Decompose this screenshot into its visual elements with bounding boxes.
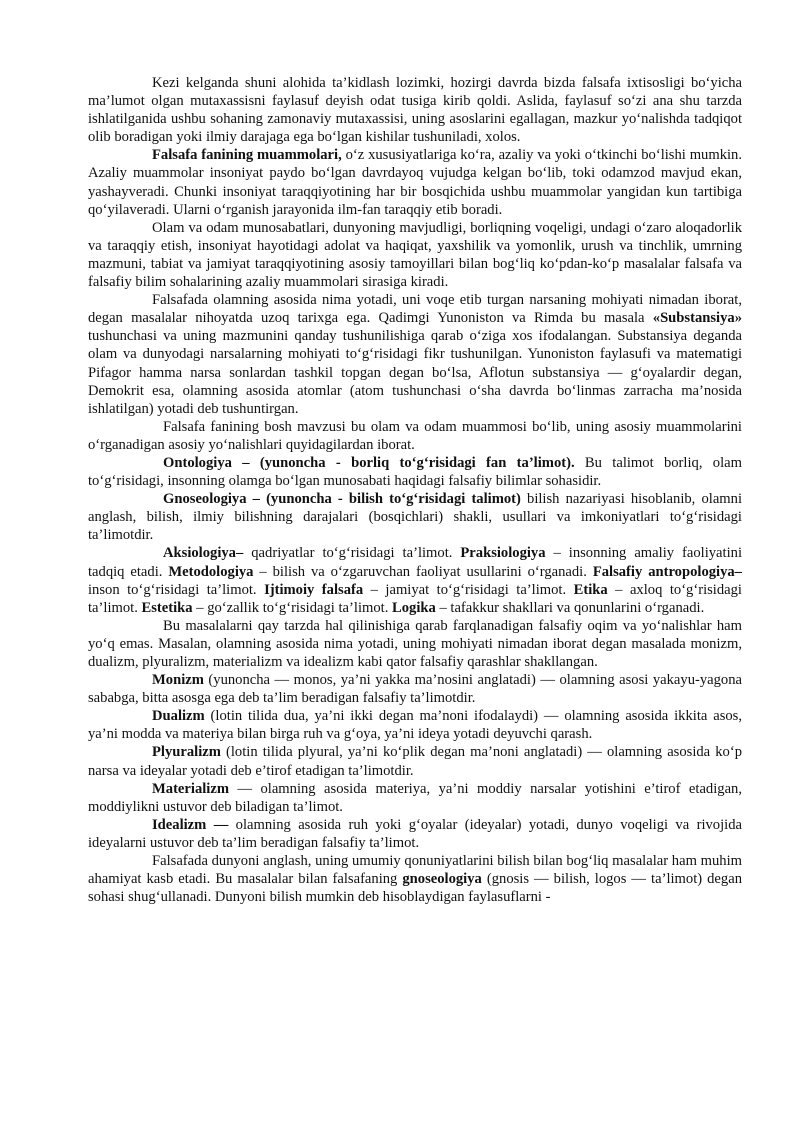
paragraph bbox=[88, 544, 742, 616]
bold-term: Gnoseologiya – (yunoncha - bilish to‘g‘risidagi talimot) bbox=[163, 491, 521, 508]
text-run: (gnosis — bilish, logos — ta’limot) degan sohasi shug‘ullanadi. Dunyoni bilish mumkin deb hisoblaydigan faylasuflarni - bbox=[88, 871, 742, 906]
paragraph bbox=[88, 490, 742, 544]
text-run: – jamiyat to‘g‘risidagi ta’limot. bbox=[363, 581, 574, 598]
text-run: o‘z xususiyatlariga ko‘ra, azaliy va yoki o‘tkinchi bo‘lishi mumkin. Azaliy muammolar insoniyat paydo bo‘lgan davrdayoq vujudga kelgan bo‘lib, toki odamzod mavjud ekan, yashayveradi. Chunki insoniyat taraqqiyotining har bir bosqichida ushbu muammolar yangidan kun tartibiga qo‘yilaveradi. Ularni o‘rganish jarayonida ilm-fan taraqqiy etib boradi. bbox=[88, 147, 742, 218]
text-run: (lotin tilida dua, ya’ni ikki degan ma’noni ifodalaydi) — olamning asosida ikkita asos, ya’ni modda va materiya bilan birga ruh va g‘oya, ya’ni ideya yotadi deyuvchi qarash. bbox=[88, 708, 742, 743]
paragraph bbox=[88, 418, 742, 454]
text-run: — olamning asosida materiya, ya’ni moddiy narsalar yotishini e’tirof etadigan, moddiylikni ustuvor deb biladigan ta’limot. bbox=[88, 780, 742, 815]
paragraph bbox=[88, 291, 742, 418]
bold-term: Falsafa fanining muammolari, bbox=[152, 147, 342, 164]
text-run: qadriyatlar to‘g‘risidagi ta’limot. bbox=[243, 545, 461, 562]
text-run: Bu masalalarni qay tarzda hal qilinishiga qarab farqlanadigan falsafiy oqim va yo‘nalishlar ham yo‘q emas. Masalan, olamning asosida nima yotadi, uning mohiyati nimadan iborat degan masalada monizm, dualizm, plyuralizm, materializm va idealizm kabi qator falsafiy qarashlar shakllangan. bbox=[88, 617, 742, 670]
paragraph bbox=[88, 454, 742, 490]
bold-term: Estetika bbox=[141, 599, 193, 616]
text-run: inson to‘g‘risidagi ta’limot. bbox=[88, 581, 265, 598]
bold-term: Metodologiya bbox=[168, 563, 254, 580]
paragraph bbox=[88, 816, 742, 852]
bold-term: Materializm bbox=[152, 780, 229, 797]
bold-term: Falsafiy antropologiya– bbox=[592, 563, 742, 580]
text-run: Falsafada olamning asosida nima yotadi, uni voqe etib turgan narsaning mohiyati nimadan iborat, degan masalalar nihoyatda uzoq tarixga ega. Qadimgi Yunoniston va Rimda bu masala bbox=[88, 292, 742, 327]
paragraph bbox=[88, 707, 742, 743]
paragraph bbox=[88, 852, 742, 906]
paragraph bbox=[88, 219, 742, 291]
bold-term: Dualizm bbox=[152, 708, 205, 725]
bold-term: Logika bbox=[392, 599, 436, 616]
paragraph bbox=[88, 74, 742, 146]
text-run: – tafakkur shakllari va qonunlarini o‘rganadi. bbox=[435, 599, 705, 616]
bold-term: Praksiologiya bbox=[460, 545, 546, 562]
bold-term: Etika bbox=[573, 581, 608, 598]
text-run: bilish nazariyasi hisoblanib, olamni anglash, bilish, ilmiy bilishning darajalari (bosqichlari) shakli, usullari va imkoniyatlari to‘g‘risidagi ta’limotdir. bbox=[88, 491, 742, 544]
text-run: – bilish va o‘zgaruvchan faoliyat usullarini o‘rganadi. bbox=[253, 563, 593, 580]
bold-term: Ontologiya – (yunoncha - borliq to‘g‘risidagi fan ta’limot). bbox=[163, 454, 575, 471]
paragraph bbox=[88, 671, 742, 707]
text-run: – axloq to‘g‘risidagi ta’limot. bbox=[88, 581, 742, 616]
text-run: Falsafa fanining bosh mavzusi bu olam va odam muammosi bo‘lib, uning asosiy muammolarini o‘rganadigan asosiy yo‘nalishlari quyidagilardan iborat. bbox=[88, 418, 742, 453]
text-run: (lotin tilida plyural, ya’ni ko‘plik degan ma’noni anglatadi) — olamning asosida ko‘p narsa va ideyalar yotadi deb e’tirof etadigan ta’limotdir. bbox=[88, 744, 742, 779]
text-run: – insonning amaliy faoliyatini tadqiq etadi. bbox=[88, 545, 742, 580]
bold-term: Ijtimoiy falsafa bbox=[264, 581, 364, 598]
bold-term: Aksiologiya– bbox=[163, 545, 244, 562]
paragraph bbox=[88, 780, 742, 816]
text-run: – go‘zallik to‘g‘risidagi ta’limot. bbox=[192, 599, 392, 616]
bold-term: Idealizm — bbox=[152, 816, 229, 833]
text-run: tushunchasi va uning mazmunini qanday tushunilishiga qarab o‘ziga xos ifodalangan. Substansiya deganda olam va dunyodagi narsalarning mohiyati to‘g‘risidagi fikr tushunilgan. Yunoniston faylasufi va matematigi Pifagor hamma narsa sonlardan tashkil topgan degan bo‘lsa, Aflotun substansiya — g‘oyalardir degan, Demokrit esa, olamning asosida atomlar (atom tushunchasi o‘sha davrda bo‘linmas zarracha ma’nosida ishlatilgan) yotadi deb tushuntirgan. bbox=[88, 328, 742, 417]
document-page bbox=[88, 74, 742, 906]
text-run: Falsafada dunyoni anglash, uning umumiy qonuniyatlarini bilish bilan bog‘liq masalalar ham muhim ahamiyat kasb etadi. Bu masalalar bilan falsafaning bbox=[88, 853, 742, 888]
bold-term: «Substansiya» bbox=[652, 310, 742, 327]
text-run: Kezi kelganda shuni alohida ta’kidlash lozimki, hozirgi davrda bizda falsafa ixtisosligi bo‘yicha ma’lumot olgan mutaxassisni faylasuf deyish odat tusiga kirib qoldi. Aslida, faylasuf so‘zi ana shu tarzda ishlatilganida ushbu sohaning zamonaviy mutaxassisi, uning asoslarini egallagan, mazkur yo‘nalishda tadqiqot olib boradigan yoki ilmiy darajaga ega bo‘lgan kishilar tushuniladi, xolos. bbox=[88, 75, 742, 146]
paragraph bbox=[88, 146, 742, 218]
text-run: Olam va odam munosabatlari, dunyoning mavjudligi, borliqning voqeligi, undagi o‘zaro aloqadorlik va taraqqiy etish, insoniyat hayotidagi adolat va haqiqat, yaxshilik va yomonlik, urush va tinchlik, umrning mazmuni, tabiat va jamiyat taraqqiyotining asosiy tamoyillari bilan bog‘liq ko‘pdan-ko‘p masalalar falsafa va falsafiy bilim sohalarining azaliy muammolari sirasiga kiradi. bbox=[88, 219, 742, 291]
text-run: Bu talimot borliq, olam to‘g‘risidagi, insonning olamga bo‘lgan munosabati haqidagi falsafiy bilimlar sohasidir. bbox=[88, 454, 742, 490]
paragraph bbox=[88, 617, 742, 671]
bold-term: Plyuralizm bbox=[152, 744, 221, 761]
bold-term: gnoseologiya bbox=[402, 871, 482, 888]
text-run: (yunoncha — monos, ya’ni yakka ma’nosini anglatadi) — olamning asosi yakayu-yagona sababga, bitta asosga ega deb ta’lim beradigan falsafiy ta’limotdir. bbox=[88, 672, 742, 707]
paragraph bbox=[88, 743, 742, 779]
text-run: olamning asosida ruh yoki g‘oyalar (ideyalar) yotadi, dunyo voqeligi va rivojida ideyalarni ustuvor deb ta’lim beradigan falsafiy ta’limot. bbox=[88, 816, 742, 851]
bold-term: Monizm bbox=[152, 672, 204, 689]
